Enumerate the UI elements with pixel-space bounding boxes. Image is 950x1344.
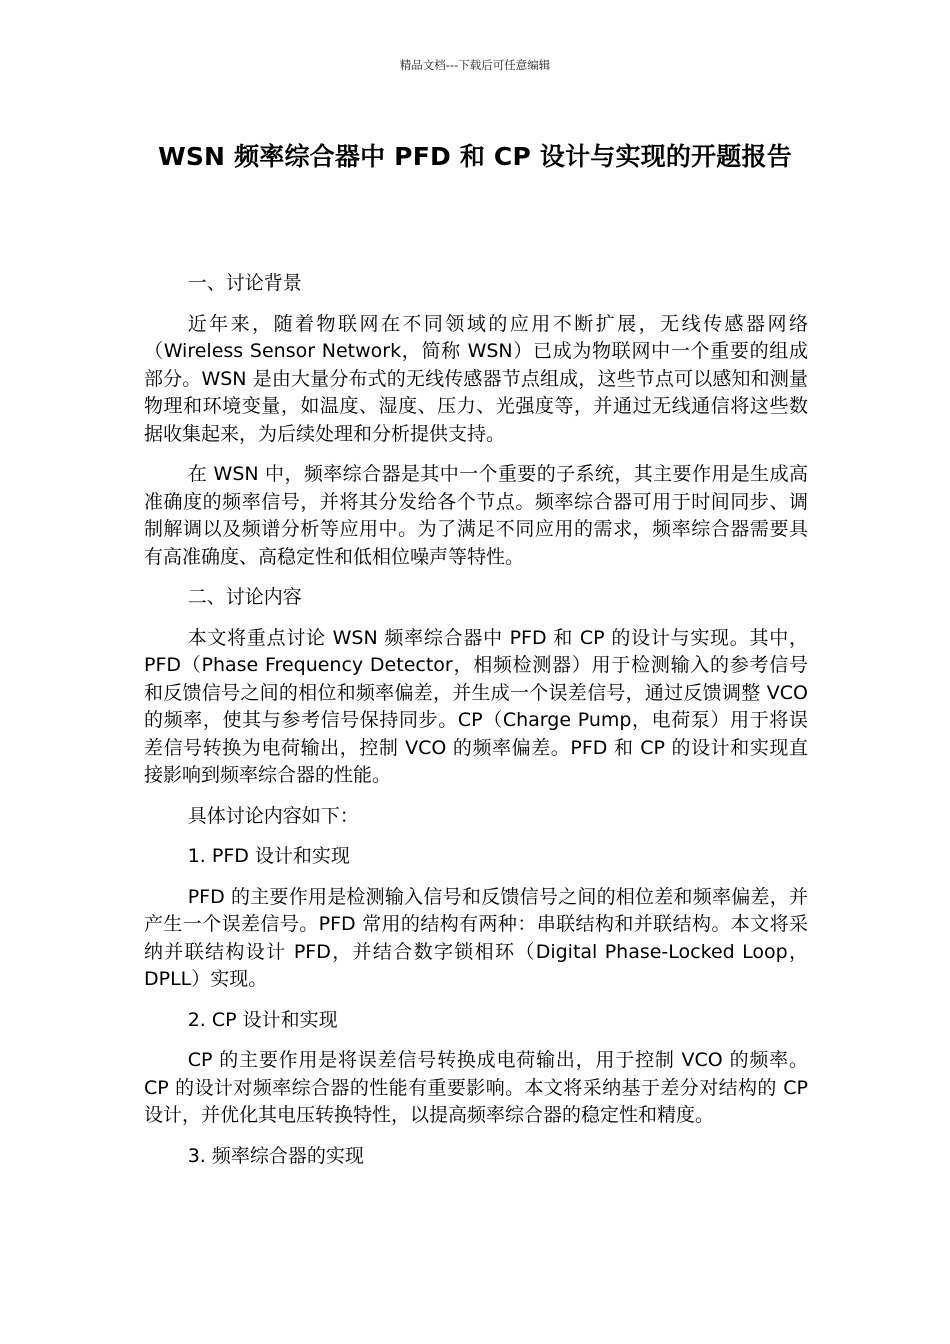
item-heading-cp: 2. CP 设计和实现 (187, 1008, 338, 1031)
paragraph-content-intro: 具体讨论内容如下： (187, 804, 359, 827)
document-title: WSN 频率综合器中 PFD 和 CP 设计与实现的开题报告 (158, 142, 792, 171)
paragraph-content-1: 本文将重点讨论 WSN 频率综合器中 PFD 和 CP 的设计与实现。其中，PFD（Phase Frequency Detector，相频检测器）用于检测输入的参考信号和反馈信号之间的相位和频率偏差，并生成一个误差信号，通过反馈调整 VCO 的频率，使其与参考信号保持同步。CP（Charge Pump，电荷泵）用于将误差信号转换为电荷输出，控制 VCO 的频率偏差。PFD 和 CP 的设计和实现直接影响到频率综合器的性能。 (144, 626, 808, 786)
section-heading-background: 一、讨论背景 (187, 272, 302, 294)
paragraph-pfd: PFD 的主要作用是检测输入信号和反馈信号之间的相位差和频率偏差，并产生一个误差信号。PFD 常用的结构有两种：串联结构和并联结构。本文将采纳并联结构设计 PFD，并结合数字锁相环（Digital Phase-Locked Loop，DPLL）实现。 (144, 885, 808, 990)
paragraph-background-1: 近年来，随着物联网在不同领域的应用不断扩展，无线传感器网络（Wireless Sensor Network，简称 WSN）已成为物联网中一个重要的组成部分。WSN 是由大量分布式的无线传感器节点组成，这些节点可以感知和测量物理和环境变量，如温度、湿度、压力、光强度等，并通过无线通信将这些数据收集起来，为后续处理和分析提供支持。 (144, 312, 808, 445)
item-heading-pfd: 1. PFD 设计和实现 (187, 845, 350, 867)
page-header-note: 精品文档---下载后可任意编辑 (399, 58, 551, 72)
section-heading-content: 二、讨论内容 (187, 586, 302, 608)
item-heading-synthesizer: 3. 频率综合器的实现 (187, 1144, 364, 1167)
paragraph-cp: CP 的主要作用是将误差信号转换成电荷输出，用于控制 VCO 的频率。CP 的设计对频率综合器的性能有重要影响。本文将采纳基于差分对结构的 CP 设计，并优化其电压转换特性，以提高频率综合器的稳定性和精度。 (144, 1049, 808, 1126)
paragraph-background-2: 在 WSN 中，频率综合器是其中一个重要的子系统，其主要作用是生成高准确度的频率信号，并将其分发给各个节点。频率综合器可用于时间同步、调制解调以及频谱分析等应用中。为了满足不同应用的需求，频率综合器需要具有高准确度、高稳定性和低相位噪声等特性。 (144, 463, 808, 568)
document-body (144, 270, 808, 1183)
